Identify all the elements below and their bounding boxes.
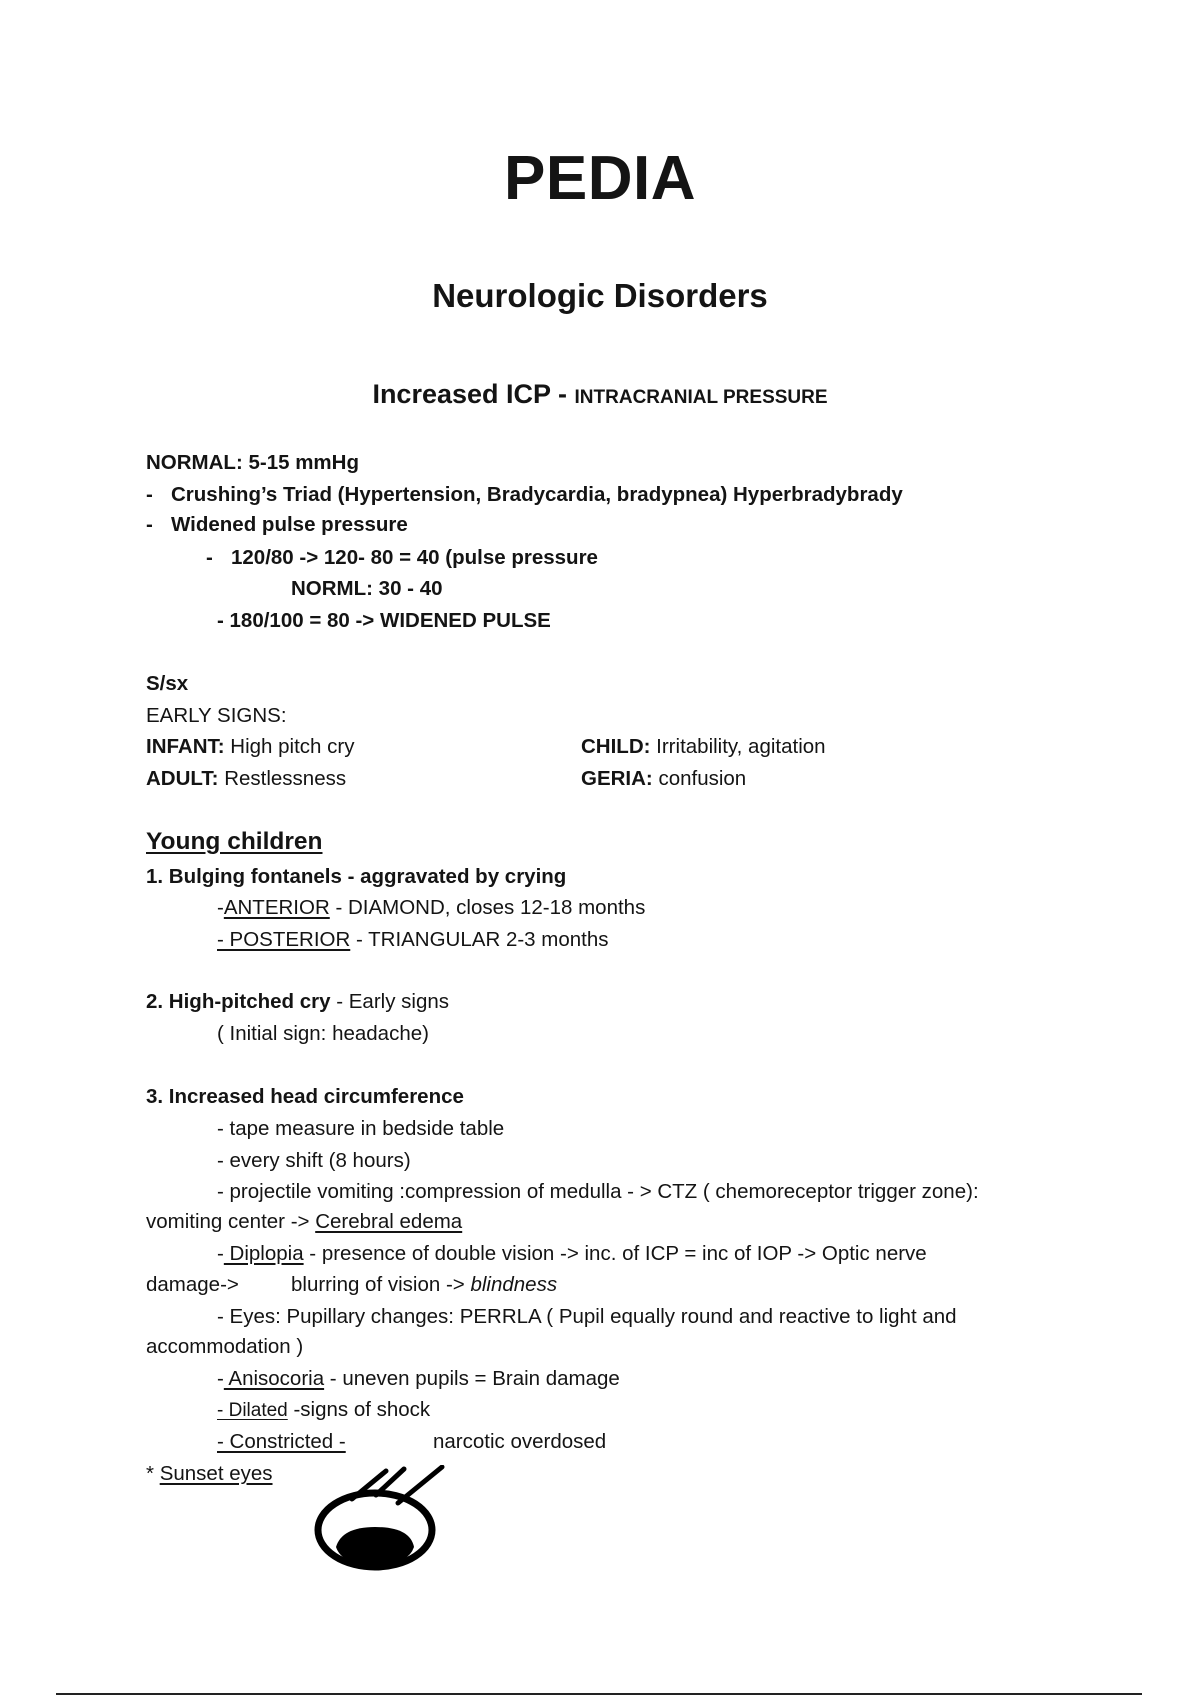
section-heading-main: Increased ICP - (372, 379, 575, 409)
early-signs-label: EARLY SIGNS: (146, 704, 287, 727)
icp-widened-example: - 180/100 = 80 -> WIDENED PULSE (217, 609, 551, 632)
adult-sign (146, 766, 346, 792)
icp-normal: NORMAL: 5-15 mmHg (146, 451, 359, 474)
page-subtitle: Neurologic Disorders (432, 277, 768, 314)
adult-label: ADULT: (146, 767, 219, 790)
anterior-text: - DIAMOND, closes 12-18 months (329, 896, 646, 919)
pupillary-changes-item: - Eyes: Pupillary changes: PERRLA ( Pupil equally round and reactive to light and (217, 1305, 957, 1328)
constricted-text: narcotic overdosed (433, 1430, 607, 1453)
high-pitched-cry (146, 989, 449, 1015)
section-heading-small: INTRACRANIAL PRESSURE (574, 387, 828, 408)
damage-line (146, 1272, 239, 1298)
posterior-label: - POSTERIOR (217, 928, 351, 951)
child-label: CHILD: (581, 735, 651, 758)
high-pitched-cry-heading: 2. High-pitched cry (146, 990, 331, 1013)
icp-crushings-triad: Crushing’s Triad (Hypertension, Bradycardia, bradypnea) Hyperbradybrady (171, 483, 903, 506)
posterior-fontanel (217, 927, 609, 953)
young-children-heading: Young children (146, 828, 323, 855)
diplopia-text: - presence of double vision -> inc. of ICP = inc of IOP -> Optic nerve (303, 1242, 927, 1265)
child-text: Irritability, agitation (650, 735, 826, 758)
anisocoria-label: Anisocoria (223, 1367, 325, 1390)
anisocoria-item (217, 1366, 620, 1392)
dilated-text: -signs of shock (287, 1398, 431, 1421)
vomiting-center-text: vomiting center -> (146, 1210, 316, 1233)
icp-pulse-example: 120/80 -> 120- 80 = 40 (pulse pressure (231, 546, 598, 569)
geria-text: confusion (652, 767, 747, 790)
section-heading (0, 377, 1200, 415)
child-sign (581, 734, 826, 760)
blurring-line (291, 1272, 557, 1298)
bulging-fontanels-heading: 1. Bulging fontanels - aggravated by crying (146, 865, 567, 888)
icp-widened-pulse: Widened pulse pressure (171, 513, 408, 536)
dilated-label: - Dilated (217, 1400, 288, 1421)
head-circumference-heading: 3. Increased head circumference (146, 1085, 464, 1108)
icp-sub-dash-1: - (206, 546, 213, 569)
icp-bullet-dash-2: - (146, 513, 153, 536)
anisocoria-dash: - (217, 1367, 224, 1390)
sunset-eyes-star: * (146, 1462, 160, 1485)
ssx-heading: S/sx (146, 672, 189, 695)
anisocoria-text: - uneven pupils = Brain damage (324, 1367, 620, 1390)
adult-text: Restlessness (218, 767, 347, 790)
projectile-vomiting-item: - projectile vomiting :compression of medulla - > CTZ ( chemoreceptor trigger zone): (217, 1180, 979, 1203)
infant-text: High pitch cry (224, 735, 355, 758)
geria-sign (581, 766, 746, 792)
icp-normal-pulse: NORML: 30 - 40 (291, 577, 443, 600)
accommodation-line: accommodation ) (146, 1335, 304, 1358)
page-title: PEDIA (504, 144, 696, 213)
diplopia-item (217, 1241, 927, 1267)
posterior-text: - TRIANGULAR 2-3 months (350, 928, 609, 951)
damage-text: damage-> (146, 1273, 239, 1296)
icp-bullet-dash-1: - (146, 483, 153, 506)
infant-label: INFANT: (146, 735, 225, 758)
blurring-text: blurring of vision -> (291, 1273, 471, 1296)
sunset-eyes-item (146, 1461, 273, 1487)
initial-sign-note: ( Initial sign: headache) (217, 1022, 429, 1045)
high-pitched-cry-text: - Early signs (330, 990, 450, 1013)
anterior-dash: - (217, 896, 224, 919)
diplopia-dash: - (217, 1242, 224, 1265)
eyelash-3 (398, 1467, 442, 1503)
anterior-fontanel (217, 895, 645, 921)
cerebral-edema: Cerebral edema (315, 1210, 463, 1233)
sunset-eyes-label: Sunset eyes (159, 1462, 273, 1485)
tape-measure-item: - tape measure in bedside table (217, 1117, 505, 1140)
blindness-text: blindness (470, 1273, 558, 1296)
every-shift-item: - every shift (8 hours) (217, 1149, 411, 1172)
constricted-item (217, 1429, 346, 1455)
sunset-eyes-drawing (312, 1465, 452, 1575)
footer-divider (56, 1693, 1142, 1695)
geria-label: GERIA: (581, 767, 653, 790)
anterior-label: ANTERIOR (223, 896, 330, 919)
infant-sign (146, 734, 354, 760)
vomiting-center-line (146, 1209, 462, 1235)
diplopia-label: Diplopia (223, 1242, 304, 1265)
eye-iris-setting (336, 1527, 414, 1565)
dilated-item (217, 1397, 430, 1424)
constricted-label: - Constricted - (217, 1430, 346, 1453)
